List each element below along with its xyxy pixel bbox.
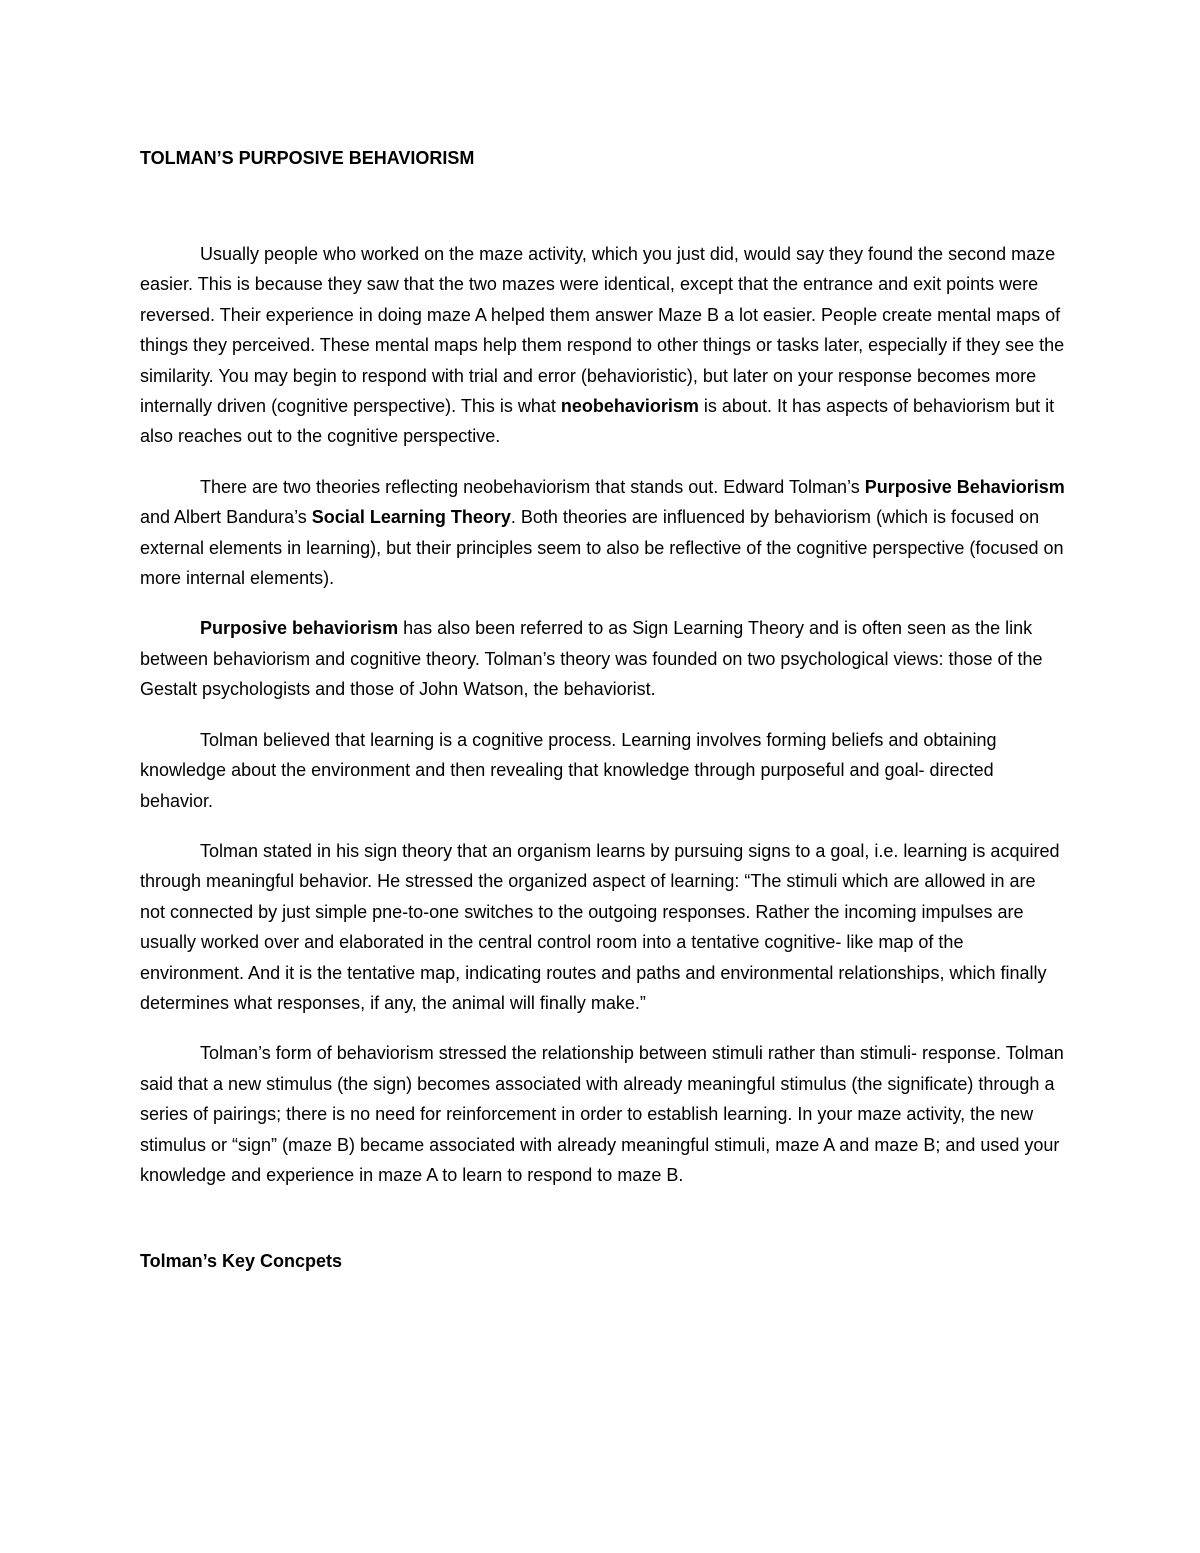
paragraph-1-text-c: is about. It has aspects of behaviorism but it also reaches out to the cognitive perspective.: [140, 396, 1055, 447]
paragraph-2-text-d: . Both theories are influenced by behaviorism (which is focused on external elements in learning), but their principles seem to also be reflective of the cognitive perspective (focused on more internal elements).: [140, 507, 1064, 589]
paragraph-1-bold-term: neobehaviorism: [560, 396, 699, 417]
document-body: [140, 143, 1065, 1276]
paragraph-6: Tolman’s form of behaviorism stressed the relationship between stimuli rather than stimuli- response. Tolman said that a new stimulus (the sign) becomes associated with already meaningful stimulus (the significate) through a series of pairings; there is no need for reinforcement in order to establish learning. In your maze activity, the new stimulus or “sign” (maze B) became associated with already meaningful stimuli, maze A and maze B; and used your knowledge and experience in maze A to learn to respond to maze B.: [140, 1043, 1064, 1185]
paragraph-3-bold-term: Purposive behaviorism: [200, 618, 399, 639]
paragraph-1: [140, 239, 1065, 452]
section-subheading: Tolman’s Key Concpets: [140, 1251, 343, 1272]
paragraph-5: Tolman stated in his sign theory that an organism learns by pursuing signs to a goal, i.e. learning is acquired through meaningful behavior. He stressed the organized aspect of learning: “The stimuli which are allowed in are not connected by just simple pne-to-one switches to the outgoing responses. Rather the incoming impulses are usually worked over and elaborated in the central control room into a tentative cognitive- like map of the environment. And it is the tentative map, indicating routes and paths and environmental relationships, which finally determines what responses, if any, the animal will finally make.”: [140, 840, 1060, 1013]
page-title: TOLMAN’S PURPOSIVE BEHAVIORISM: [140, 148, 475, 168]
paragraph-2-bold-term-1: Purposive Behaviorism: [864, 476, 1065, 497]
paragraph-2-bold-term-2: Social Learning Theory: [311, 507, 511, 528]
paragraph-3-text-a: has also been referred to as Sign Learning Theory and is often seen as the link between behaviorism and cognitive theory. Tolman’s theory was founded on two psychological views: those of the Gestalt psychologists and those of John Watson, the behaviorist.: [140, 618, 1043, 700]
paragraph-1-text-a: Usually people who worked on the maze activity, which you just did, would say they found the second maze easier. This is because they saw that the two mazes were identical, except that the entrance and exit points were reversed. Their experience in doing maze A helped them answer Maze B a lot easier. People create mental maps of things they perceived. These mental maps help them respond to other things or tasks later, especially if they see the similarity. You may begin to respond with trial and error (behavioristic), but later on your response becomes more internally driven (cognitive perspective). This is what: [140, 244, 1065, 417]
paragraph-4: Tolman believed that learning is a cognitive process. Learning involves forming beliefs and obtaining knowledge about the environment and then revealing that knowledge through purposeful and goal- directed behavior.: [140, 729, 997, 811]
paragraph-3: [140, 613, 1065, 704]
paragraph-2-text-c: and Albert Bandura’s: [140, 507, 312, 528]
paragraph-2-text-a: There are two theories reflecting neobehaviorism that stands out. Edward Tolman’s: [200, 476, 865, 497]
paragraph-2: [140, 472, 1065, 594]
